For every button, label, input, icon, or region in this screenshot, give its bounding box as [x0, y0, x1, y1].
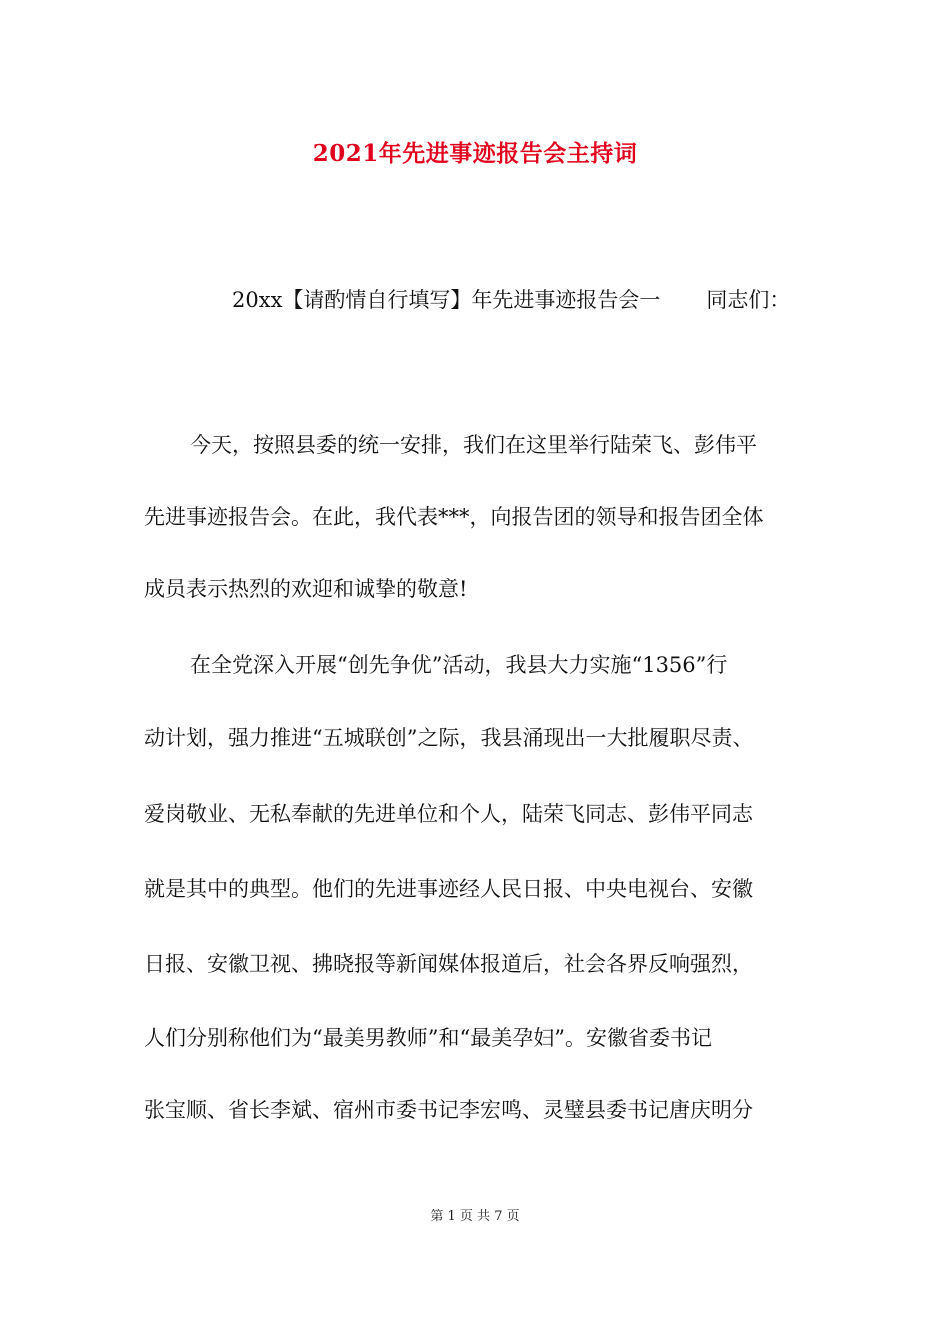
document-title: 2021年先进事迹报告会主持词 [312, 140, 638, 167]
salutation-greeting: 同志们： [706, 288, 791, 312]
paragraph-line: 动计划，强力推进“五城联创”之际，我县涌现出一大批履职尽责、 [144, 726, 754, 750]
paragraph-line: 今天，按照县委的统一安排，我们在这里举行陆荣飞、彭伟平 [190, 433, 757, 457]
paragraph-line: 成员表示热烈的欢迎和诚挚的敬意! [144, 577, 468, 601]
paragraph-line: 日报、安徽卫视、拂晓报等新闻媒体报道后，社会各界反响强烈， [144, 952, 753, 976]
paragraph-line: 就是其中的典型。他们的先进事迹经人民日报、中央电视台、安徽 [144, 877, 753, 901]
paragraph-line: 在全党深入开展“创先争优”活动，我县大力实施“1356”行 [190, 653, 728, 677]
paragraph-line: 爱岗敬业、无私奉献的先进单位和个人，陆荣飞同志、彭伟平同志 [144, 802, 753, 826]
paragraph-line: 先进事迹报告会。在此，我代表***，向报告团的领导和报告团全体 [144, 505, 764, 529]
paragraph-line: 人们分别称他们为“最美男教师”和“最美孕妇”。安徽省委书记 [144, 1026, 712, 1050]
page-number-footer: 第 1 页 共 7 页 [430, 1209, 520, 1224]
salutation-line [232, 283, 790, 317]
paragraph-line: 张宝顺、省长李斌、宿州市委书记李宏鸣、灵璧县委书记唐庆明分 [144, 1098, 753, 1122]
salutation-heading: 20xx【请酌情自行填写】年先进事迹报告会一 [232, 288, 661, 312]
